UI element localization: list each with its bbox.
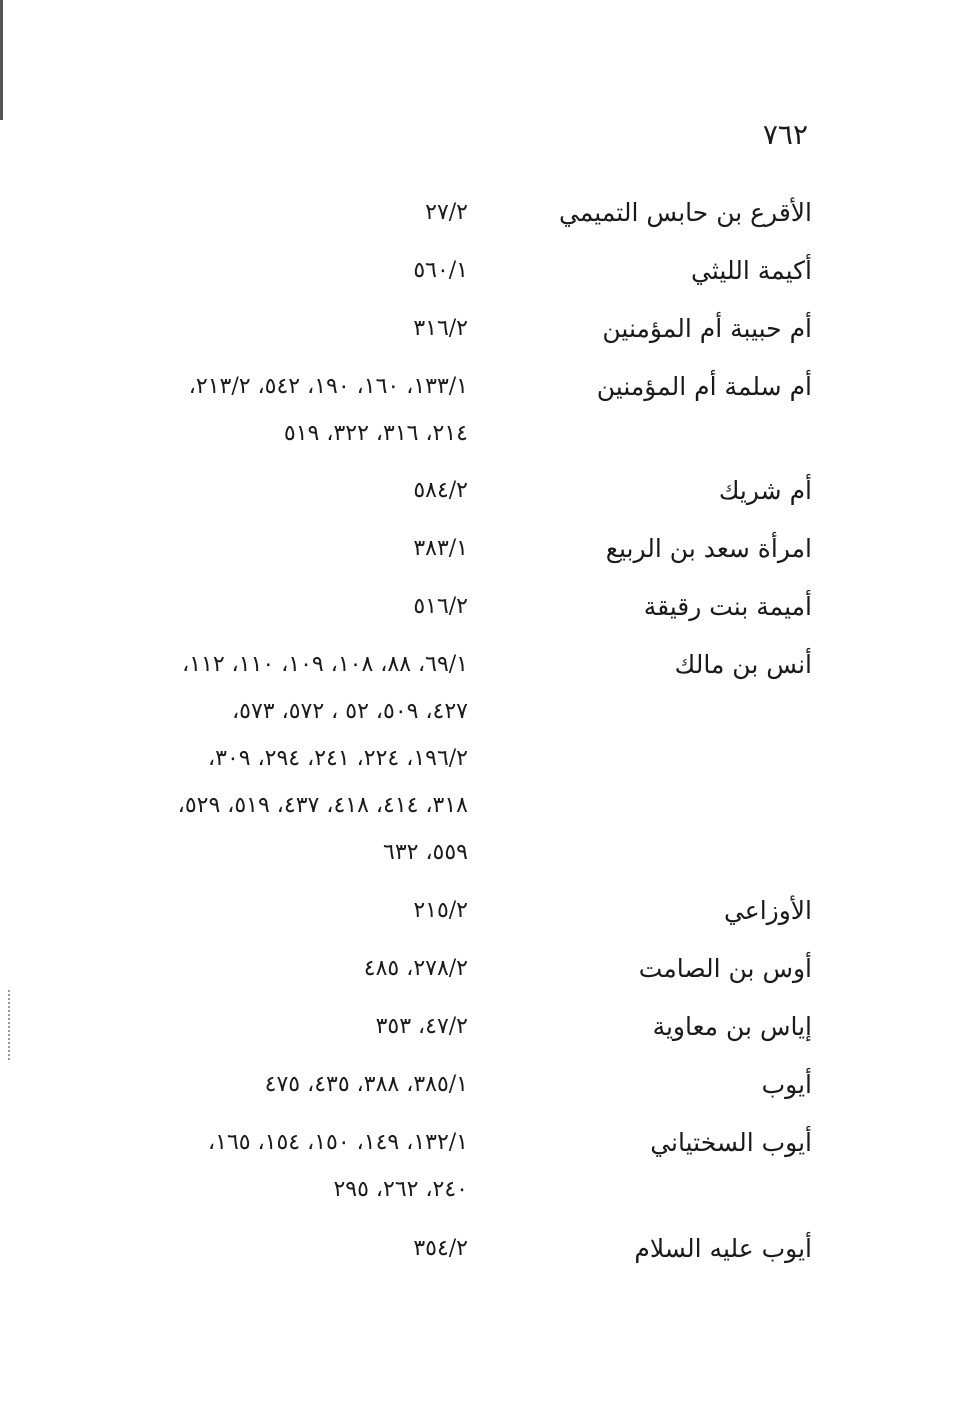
entry-references [48, 254, 468, 301]
entry-name: أكيمة الليثي [691, 256, 812, 285]
reference-line: ١٣٣/١، ١٦٠، ١٩٠، ٥٤٢، ٢١٣/٢، [188, 374, 468, 399]
entry-name: امرأة سعد بن الربيع [605, 534, 812, 563]
reference-line: ٣٨٥/١، ٣٨٨، ٤٣٥، ٤٧٥ [264, 1072, 468, 1097]
entry-name: أم حبيبة أم المؤمنين [602, 314, 812, 343]
entry-references [48, 532, 468, 579]
reference-line: ٥٨٤/٢ [413, 478, 468, 503]
reference-line: ٤٢٧، ٥٠٩، ٥٢ ، ٥٧٢، ٥٧٣، [232, 699, 468, 724]
entry-name: أنس بن مالك [674, 650, 812, 679]
entry-name: الأقرع بن حابس التميمي [559, 198, 812, 227]
entry-references [48, 1232, 468, 1279]
entry-name: أميمة بنت رقيقة [643, 592, 812, 621]
reference-line: ٥٥٩، ٦٣٢ [383, 840, 468, 865]
entry-references [48, 952, 468, 999]
entry-name: أيوب عليه السلام [634, 1234, 812, 1263]
reference-line: ٢٤٠، ٢٦٢، ٢٩٥ [333, 1177, 468, 1202]
reference-line: ٢٧/٢ [425, 200, 468, 225]
reference-line: ١٣٢/١، ١٤٩، ١٥٠، ١٥٤، ١٦٥، [208, 1130, 468, 1155]
reference-line: ٢١٤، ٣١٦، ٣٢٢، ٥١٩ [283, 421, 468, 446]
entry-name: إياس بن معاوية [652, 1012, 812, 1041]
entry-name: أيوب [761, 1070, 812, 1099]
entry-references [48, 590, 468, 637]
reference-line: ٥١٦/٢ [413, 594, 468, 619]
reference-line: ٥٦٠/١ [413, 258, 468, 283]
reference-line: ٦٩/١، ٨٨، ١٠٨، ١٠٩، ١١٠، ١١٢، [182, 652, 468, 677]
entry-references [48, 1010, 468, 1057]
reference-line: ٣٨٣/١ [413, 536, 468, 561]
reference-line: ٣١٦/٢ [413, 316, 468, 341]
reference-line: ٢٧٨/٢، ٤٨٥ [363, 956, 468, 981]
entry-references [48, 370, 468, 464]
entry-name: الأوزاعي [723, 896, 812, 925]
entry-name: أم سلمة أم المؤمنين [596, 372, 812, 401]
entry-references [48, 648, 468, 883]
entry-references [48, 894, 468, 941]
reference-line: ٤٧/٢، ٣٥٣ [375, 1014, 468, 1039]
entry-references [48, 1068, 468, 1115]
reference-line: ٣٥٤/٢ [413, 1236, 468, 1261]
reference-line: ١٩٦/٢، ٢٢٤، ٢٤١، ٢٩٤، ٣٠٩، [208, 746, 468, 771]
page-number: ٧٦٢ [762, 118, 808, 151]
reference-line: ٣١٨، ٤١٤، ٤١٨، ٤٣٧، ٥١٩، ٥٢٩، [177, 793, 468, 818]
entry-name: أوس بن الصامت [638, 954, 812, 983]
entry-references [48, 1126, 468, 1220]
entry-references [48, 196, 468, 243]
reference-line: ٢١٥/٢ [413, 898, 468, 923]
entry-name: أيوب السختياني [650, 1128, 812, 1157]
entry-name: أم شريك [718, 476, 812, 505]
entry-references [48, 312, 468, 359]
entry-references [48, 474, 468, 521]
